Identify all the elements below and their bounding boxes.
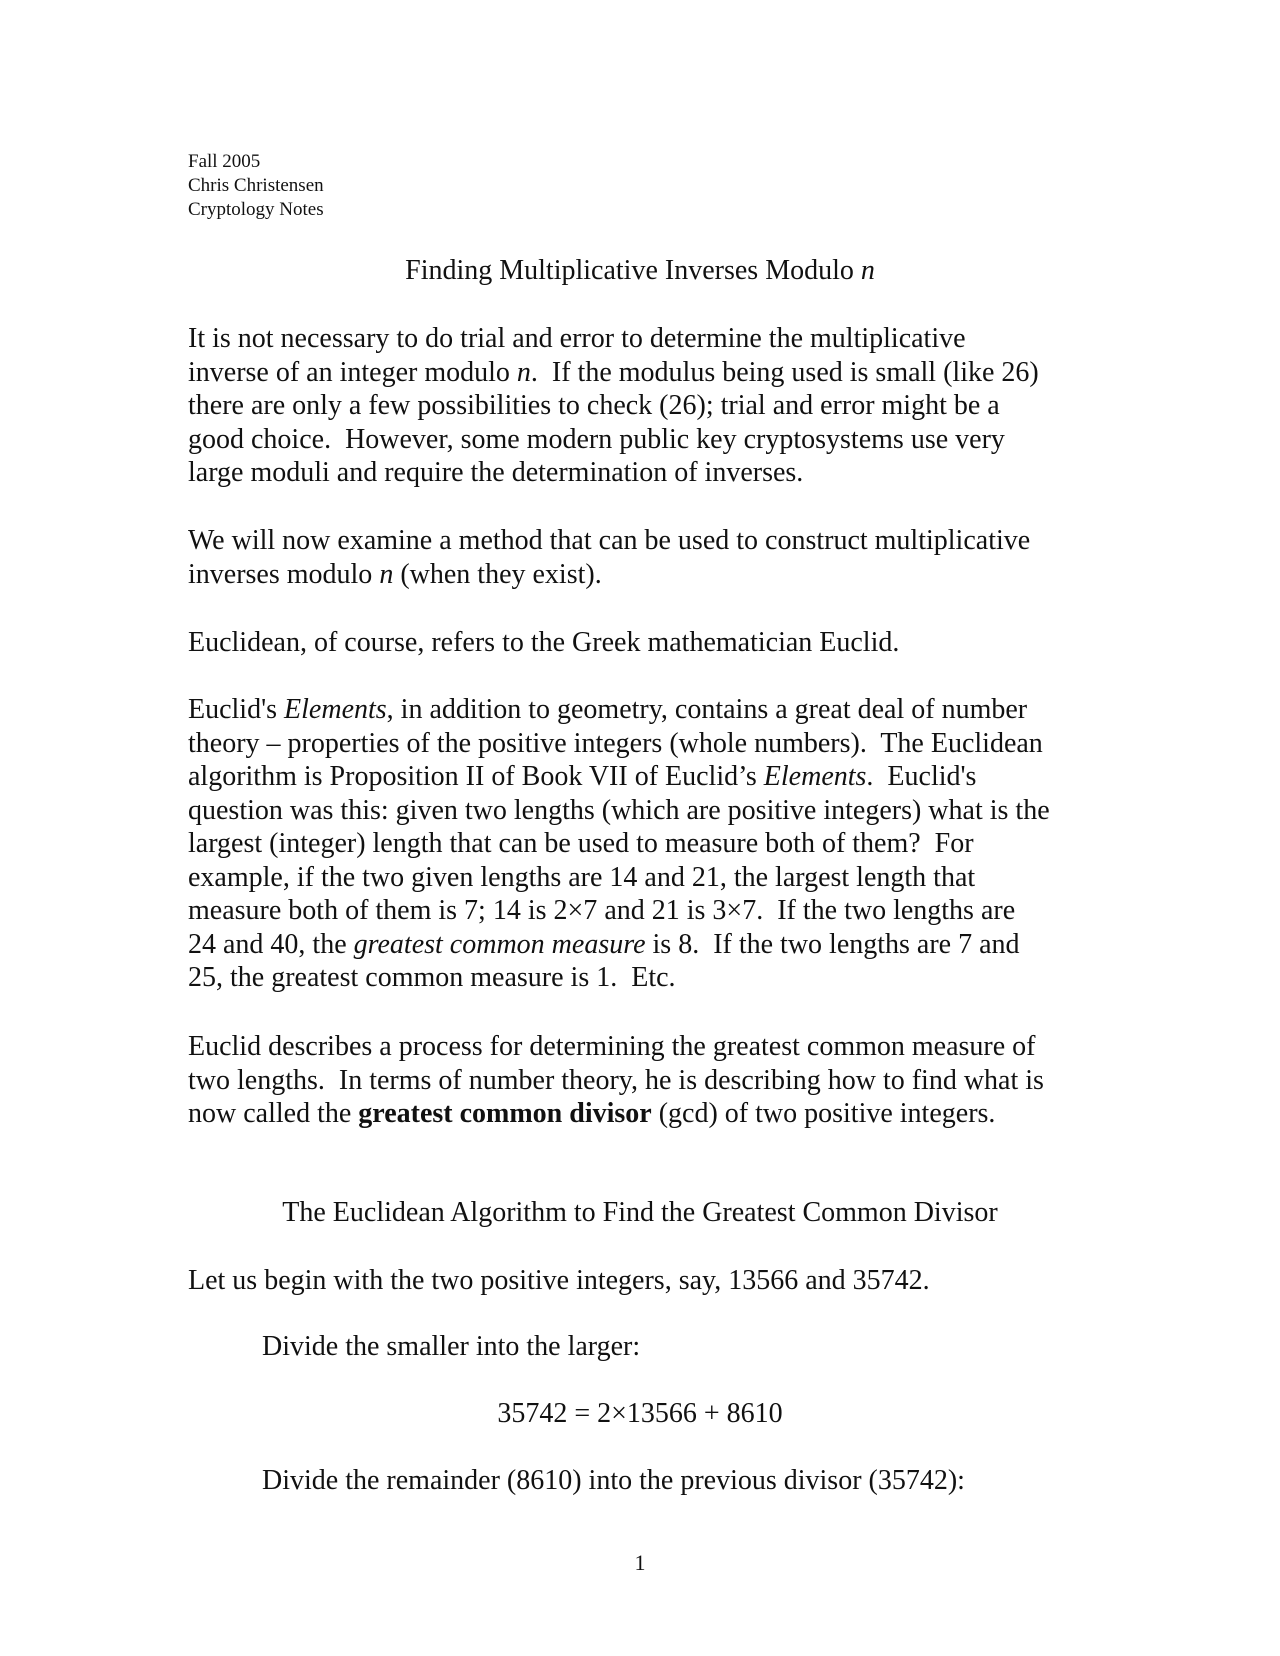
equation: 35742 = 2×13566 + 8610: [497, 1398, 783, 1429]
paragraph-line: [188, 693, 1108, 727]
paragraph-line: [188, 760, 1108, 794]
paragraph-line: theory – properties of the positive integers (whole numbers). The Euclidean: [188, 727, 1043, 759]
paragraph-intro: [188, 322, 1108, 490]
paragraph-line: 25, the greatest common measure is 1. Etc.: [188, 962, 676, 993]
title-text: Finding Multiplicative Inverses Modulo: [405, 255, 861, 286]
text-run: inverse of an integer modulo: [188, 356, 517, 388]
text-run: algorithm is Proposition II of Book VII of Euclid’s: [188, 761, 764, 792]
paragraph-line: Euclidean, of course, refers to the Greek mathematician Euclid.: [188, 627, 900, 658]
paragraph-line: there are only a few possibilities to check (26); trial and error might be a: [188, 390, 1000, 421]
paragraph-line: [188, 894, 1108, 928]
text-run: and 21 is: [597, 895, 713, 926]
math-variable: n: [516, 356, 531, 388]
paragraph-line: [188, 928, 1108, 962]
emphasis-text: Elements: [763, 761, 867, 792]
header-author: Chris Christensen: [188, 175, 324, 196]
text-run: , in addition to geometry, contains a great deal of number: [386, 694, 1028, 725]
text-run: . If the modulus being used is small (like 26): [530, 356, 1039, 388]
emphasis-text: Elements: [284, 694, 387, 725]
paragraph-method: [188, 524, 1108, 591]
text-run: . If the two lengths are: [756, 895, 1016, 926]
text-run: Euclid's: [188, 694, 285, 725]
step-instruction: Divide the smaller into the larger:: [262, 1331, 641, 1362]
page-title: [0, 254, 1280, 288]
paragraph-line: large moduli and require the determination of inverses.: [188, 457, 804, 488]
text-run: (gcd) of two positive integers.: [651, 1098, 996, 1129]
paragraph-line: largest (integer) length that can be used to measure both of them? For: [188, 828, 974, 859]
paragraph-line: [188, 558, 1108, 592]
paragraph-line: question was this: given two lengths (which are positive integers) what is the: [188, 794, 1050, 826]
paragraph-gcd: [188, 1030, 1108, 1131]
paragraph-line: It is not necessary to do trial and error to determine the multiplicative: [188, 323, 966, 354]
math-expression: 3×7: [712, 895, 757, 926]
paragraph-line: Let us begin with the two positive integers, say, 13566 and 35742.: [188, 1265, 930, 1296]
text-run: . Euclid's: [866, 761, 977, 792]
title-variable: n: [860, 255, 875, 286]
paragraph-line: Euclid describes a process for determining the greatest common measure of: [188, 1031, 1036, 1062]
text-run: inverses modulo: [188, 558, 380, 590]
step-instruction: Divide the remainder (8610) into the previous divisor (35742):: [262, 1465, 965, 1496]
section-heading: The Euclidean Algorithm to Find the Greatest Common Divisor: [282, 1197, 998, 1228]
text-run: is 8. If the two lengths are 7 and: [645, 928, 1020, 960]
paragraph-line: [188, 356, 1108, 390]
page-number: 1: [634, 1550, 646, 1575]
math-expression: 2×7: [553, 895, 598, 926]
text-run: 24 and 40, the: [188, 928, 354, 960]
paragraph-line: [188, 1097, 1108, 1131]
math-variable: n: [379, 558, 394, 590]
paragraph-line: example, if the two given lengths are 14 and 21, the largest length that: [188, 861, 976, 893]
header-term: Fall 2005: [188, 151, 261, 172]
paragraph-begin: [188, 1264, 1108, 1298]
paragraph-elements: [188, 693, 1108, 995]
emphasis-text: greatest common measure: [353, 928, 646, 960]
paragraph-euclid: [188, 626, 1108, 660]
bold-term: greatest common divisor: [358, 1098, 652, 1129]
paragraph-line: good choice. However, some modern public key cryptosystems use very: [188, 423, 1005, 455]
text-run: now called the: [188, 1098, 359, 1129]
text-run: measure both of them is 7; 14 is: [188, 895, 554, 926]
document-header: [188, 150, 324, 222]
paragraph-line: We will now examine a method that can be used to construct multiplicative: [188, 525, 1031, 556]
paragraph-line: two lengths. In terms of number theory, he is describing how to find what is: [188, 1064, 1044, 1096]
header-course: Cryptology Notes: [188, 199, 324, 220]
text-run: (when they exist).: [393, 558, 602, 590]
